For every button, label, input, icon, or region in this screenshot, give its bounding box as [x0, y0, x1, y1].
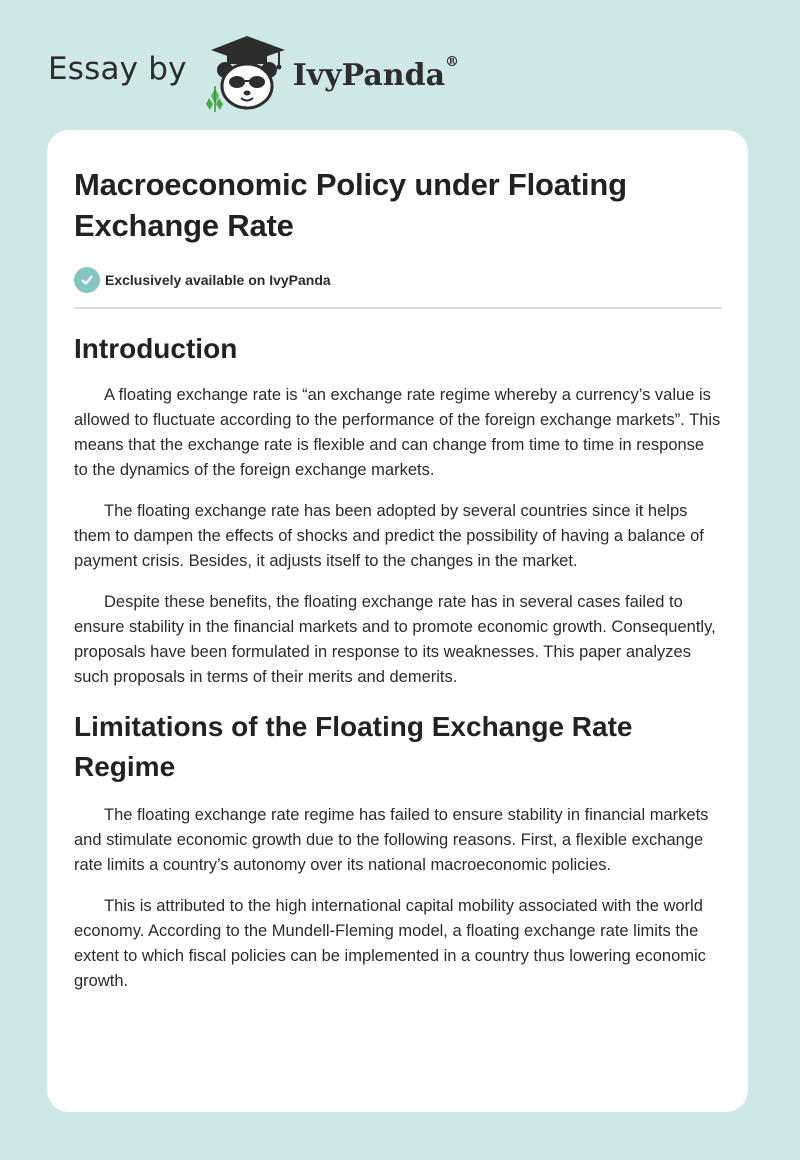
section-heading-introduction: Introduction	[74, 333, 238, 364]
paragraph: A floating exchange rate is “an exchange rate regime whereby a currency’s value is allowed to fluctuate according to the performance of the foreign exchange markets”. This means that the exchange rate is flexible and can change from time to time in response to the dynamics of the foreign exchange markets.	[74, 386, 721, 479]
brand-name[interactable]: IvyPanda®	[292, 53, 460, 93]
check-icon	[74, 267, 100, 293]
registered-mark: ®	[445, 53, 460, 70]
essay-title: Macroeconomic Policy under Floating Exchange Rate	[74, 167, 627, 243]
section-heading-limitations: Limitations of the Floating Exchange Rate Regime	[74, 711, 633, 782]
panda-logo-icon[interactable]	[201, 30, 291, 114]
essay-card	[47, 130, 748, 1112]
exclusive-label: Exclusively available on IvyPanda	[105, 272, 331, 288]
paragraph: The floating exchange rate has been adopted by several countries since it helps them to dampen the effects of shocks and predict the possibility of having a balance of payment crisis. Besides, it adjusts itself to the changes in the market.	[74, 502, 704, 570]
site-header	[48, 30, 459, 114]
exclusive-badge	[74, 267, 722, 293]
divider	[74, 307, 722, 309]
essay-by-label: Essay by	[48, 51, 187, 87]
paragraph: Despite these benefits, the floating exchange rate has in several cases failed to ensure stability in the financial markets and to promote economic growth. Consequently, proposals have been formulated in response to its weaknesses. This paper analyzes such proposals in terms of their merits and demerits.	[74, 593, 716, 686]
paragraph: The floating exchange rate regime has failed to ensure stability in financial markets and stimulate economic growth due to the following reasons. First, a flexible exchange rate limits a country’s autonomy over its national macroeconomic policies.	[74, 806, 709, 874]
paragraph: This is attributed to the high international capital mobility associated with the world economy. According to the Mundell-Fleming model, a floating exchange rate limits the extent to which fiscal policies can be implemented in a country thus lowering economic growth.	[74, 897, 706, 990]
